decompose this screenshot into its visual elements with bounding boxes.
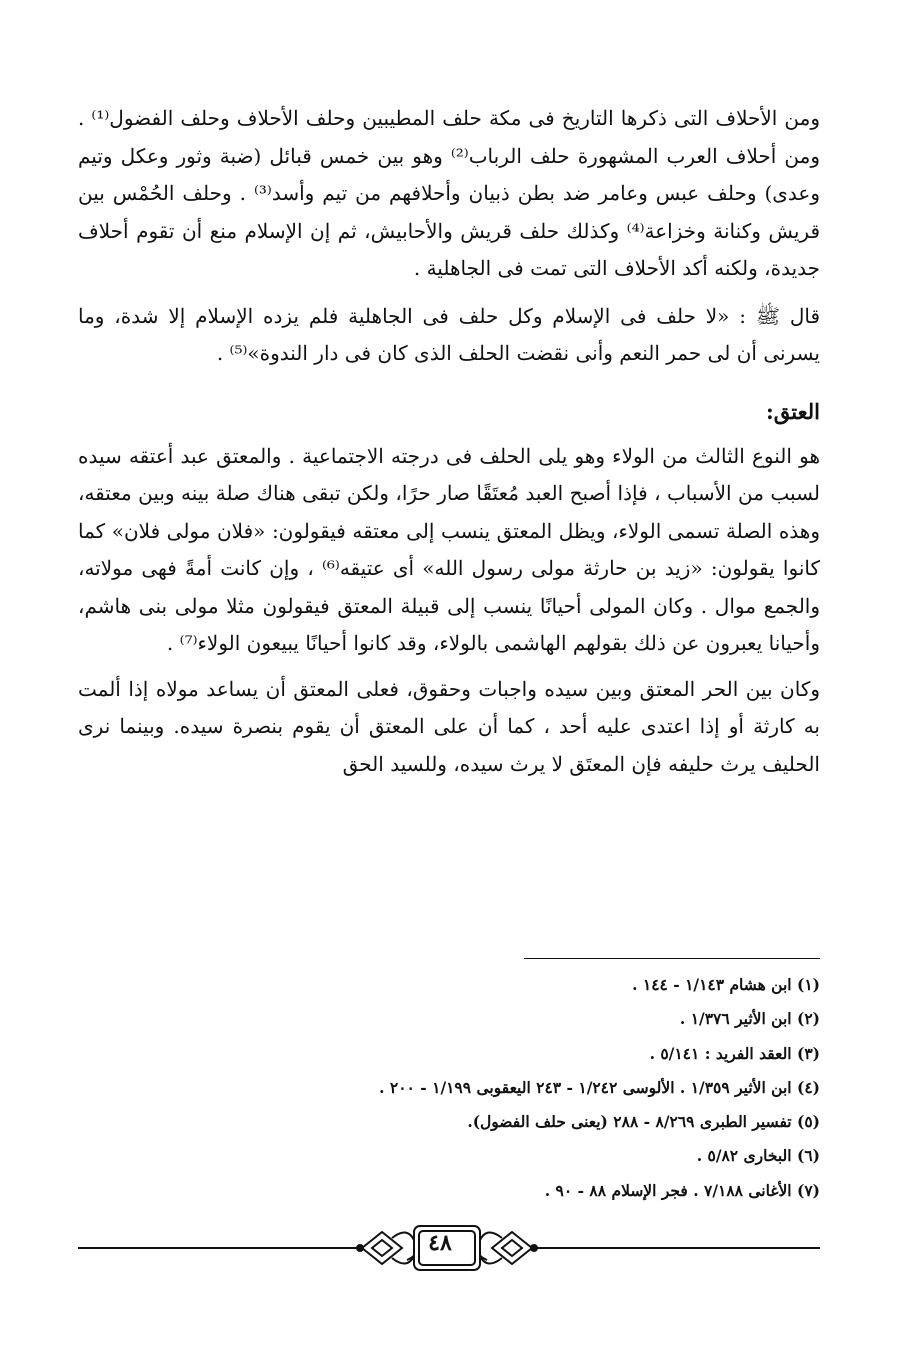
footnote-separator (524, 958, 820, 959)
page-number: ٤٨ (428, 1230, 452, 1256)
paragraph-rights: وكان بين الحر المعتق وبين سيده واجبات وحقوق، فعلى المعتق أن يساعد مولاه إذا ألمت به كارثة أو إذا اعتدى عليه أحد ، كما أن على المعتق أن يقوم بنصرة سيده. وبينما نرى الحليف يرث حليفه فإن المعتَق لا يرث سيده، وللسيد الحق (78, 676, 820, 776)
footer-rule-left (78, 1247, 358, 1249)
footnote-item: (٢) ابن الأثير ١/٣٧٦ . (679, 1009, 820, 1029)
footer-rule-right (535, 1247, 820, 1249)
footnote-item: (٣) العقد الفريد : ٥/١٤١ . (649, 1043, 820, 1063)
paragraph-hadith: قال ﷺ : «لا حلف فى الإسلام وكل حلف فى الجاهلية فلم يزده الإسلام إلا شدة، وما يسرنى أن لى حمر النعم وأنى نقضت الحلف الذى كان فى دار الندوة»⁽⁵⁾ . (78, 303, 820, 365)
footnotes (200, 968, 820, 1208)
footnote-item: (٥) تفسير الطبرى ٨/٢٦٩ - ٢٨٨ (يعنى حلف الفضول). (467, 1112, 820, 1132)
footnote-item: (١) ابن هشام ١/١٤٣ - ١٤٤ . (632, 975, 820, 994)
section-heading: العتق: (766, 398, 820, 424)
footnote-item: (٤) ابن الأثير ١/٣٥٩ . الألوسى ١/٢٤٢ - ٢٤٣ اليعقوبى ١/١٩٩ - ٢٠٠ . (379, 1077, 820, 1097)
paragraph-manumission: هو النوع الثالث من الولاء وهو يلى الحلف فى درجته الاجتماعية . والمعتق عبد أعتقه سيده لسبب من الأسباب ، فإذا أصبح العبد مُعتَقًا صار حرًا، ولكن تبقى هناك صلة بينه وبين معتقه، وهذه الصلة تسمى الولاء، ويظل المعتق ينسب إلى معتقه فيقولون: «فلان مولى فلان» كما كانوا يقولون: «زيد بن حارثة مولى رسول الله» أى عتيقه⁽⁶⁾ ، وإن كانت أمةً فهى مولاته، والجمع موال . وكان المولى أحيانًا ينسب إلى قبيلة المعتق فيقولون مثلا مولى بنى هاشم، وأحيانا يعبرون عن ذلك بقولهم الهاشمى بالولاء، وقد كانوا أحيانًا يبيعون الولاء⁽⁷⁾ . (78, 443, 820, 655)
paragraph-alliances: ومن الأحلاف التى ذكرها التاريخ فى مكة حلف المطيبين وحلف الأحلاف وحلف الفضول⁽¹⁾ . ومن أحلاف العرب المشهورة حلف الرباب⁽²⁾ وهو بين خمس قبائل (ضبة وثور وعكل وتيم وعدى) وحلف عبس وعامر ضد بطن ذبيان وأحلافهم من تيم وأسد⁽³⁾ . وحلف الحُمْس بين قريش وكنانة وخزاعة⁽⁴⁾ وكذلك حلف قريش والأحابيش، ثم إن الإسلام منع أن تقوم أحلاف جديدة، ولكنه أكد الأحلاف التى تمت فى الجاهلية . (78, 106, 821, 280)
footnote-item: (٧) الأغانى ٧/١٨٨ . فجر الإسلام ٨٨ - ٩٠ . (544, 1180, 820, 1200)
footnote-item: (٦) البخارى ٥/٨٢ . (696, 1146, 820, 1166)
page-body (78, 100, 820, 783)
